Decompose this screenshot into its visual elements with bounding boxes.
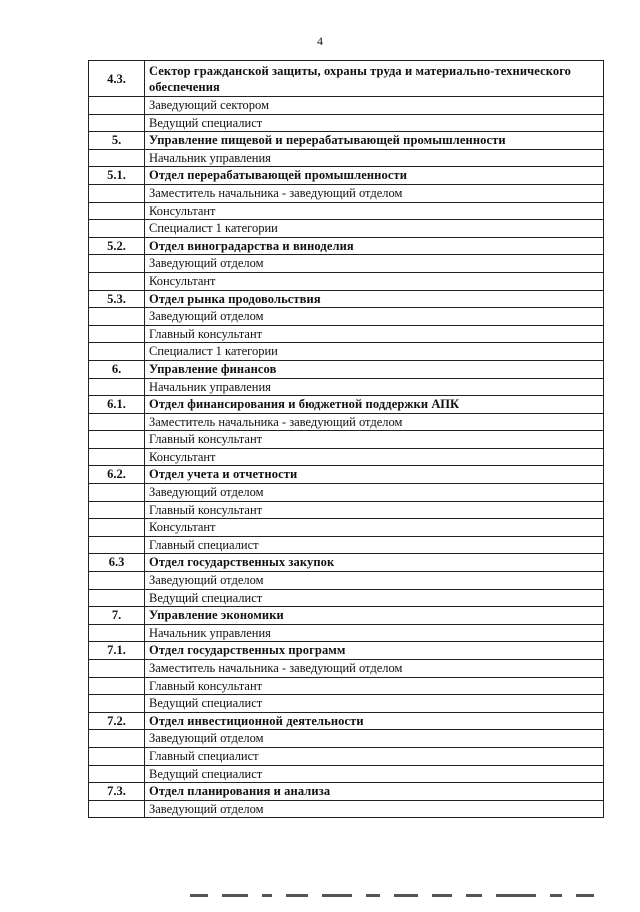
footer-line [190,894,610,898]
table-row [89,220,604,238]
table-row-heading [89,712,604,730]
table-row [89,114,604,132]
position-title: Заместитель начальника - заведующий отделом [145,413,604,431]
position-title: Заместитель начальника - заведующий отделом [145,184,604,202]
row-number [89,448,145,466]
position-title: Начальник управления [145,624,604,642]
position-title: Специалист 1 категории [145,220,604,238]
position-title: Консультант [145,272,604,290]
table-row [89,97,604,115]
row-number [89,220,145,238]
table-row-heading [89,466,604,484]
position-title: Начальник управления [145,378,604,396]
row-number: 6.3 [89,554,145,572]
table-row [89,572,604,590]
staff-table-body [89,61,604,818]
row-number [89,202,145,220]
row-number [89,325,145,343]
table-row-heading [89,642,604,660]
row-number [89,378,145,396]
position-title: Специалист 1 категории [145,343,604,361]
unit-title: Отдел финансирования и бюджетной поддержки АПК [145,396,604,414]
table-row-heading [89,290,604,308]
row-number: 5.1. [89,167,145,185]
row-number [89,589,145,607]
row-number [89,431,145,449]
table-row [89,413,604,431]
row-number [89,343,145,361]
position-title: Главный консультант [145,431,604,449]
row-number: 7.3. [89,783,145,801]
position-title: Главный специалист [145,536,604,554]
table-row [89,677,604,695]
position-title: Начальник управления [145,149,604,167]
unit-title: Отдел перерабатывающей промышленности [145,167,604,185]
position-title: Главный консультант [145,677,604,695]
table-row-heading [89,783,604,801]
position-title: Консультант [145,202,604,220]
page-number: 4 [317,34,323,48]
row-number [89,572,145,590]
row-number [89,747,145,765]
row-number: 6.2. [89,466,145,484]
row-number: 6. [89,360,145,378]
row-number [89,730,145,748]
table-row [89,484,604,502]
position-title: Консультант [145,448,604,466]
row-number: 5.2. [89,237,145,255]
position-title: Заведующий сектором [145,97,604,115]
table-row-heading [89,554,604,572]
table-row [89,255,604,273]
row-number [89,800,145,818]
position-title: Заведующий отделом [145,730,604,748]
table-row-heading [89,360,604,378]
row-number [89,501,145,519]
position-title: Ведущий специалист [145,114,604,132]
row-number: 7.2. [89,712,145,730]
table-row [89,308,604,326]
row-number [89,695,145,713]
position-title: Главный консультант [145,325,604,343]
unit-title: Отдел виноградарства и виноделия [145,237,604,255]
table-row-heading [89,396,604,414]
table-row [89,765,604,783]
table-row [89,184,604,202]
table-row-heading [89,132,604,150]
unit-title: Сектор гражданской защиты, охраны труда и материально-технического обеспечения [145,61,604,97]
table-row [89,431,604,449]
table-row [89,695,604,713]
row-number [89,114,145,132]
row-number [89,97,145,115]
row-number [89,272,145,290]
row-number [89,413,145,431]
row-number [89,484,145,502]
unit-title: Отдел государственных программ [145,642,604,660]
position-title: Ведущий специалист [145,589,604,607]
position-title: Заведующий отделом [145,572,604,590]
table-row [89,536,604,554]
row-number: 7. [89,607,145,625]
position-title: Ведущий специалист [145,765,604,783]
table-row [89,660,604,678]
table-row [89,202,604,220]
row-number [89,184,145,202]
row-number [89,519,145,537]
row-number [89,765,145,783]
staff-table [88,60,604,818]
position-title: Заведующий отделом [145,255,604,273]
row-number: 6.1. [89,396,145,414]
table-row [89,378,604,396]
table-row [89,624,604,642]
table-row [89,501,604,519]
unit-title: Управление пищевой и перерабатывающей промышленности [145,132,604,150]
unit-title: Отдел инвестиционной деятельности [145,712,604,730]
row-number [89,255,145,273]
row-number: 5. [89,132,145,150]
position-title: Главный консультант [145,501,604,519]
position-title: Консультант [145,519,604,537]
row-number [89,660,145,678]
position-title: Заместитель начальника - заведующий отделом [145,660,604,678]
position-title: Заведующий отделом [145,484,604,502]
table-row [89,325,604,343]
row-number: 7.1. [89,642,145,660]
unit-title: Отдел государственных закупок [145,554,604,572]
row-number [89,536,145,554]
table-row [89,343,604,361]
table-row [89,272,604,290]
table-row [89,800,604,818]
table-row [89,589,604,607]
unit-title: Отдел рынка продовольствия [145,290,604,308]
table-row-heading [89,61,604,97]
row-number: 4.3. [89,61,145,97]
row-number [89,677,145,695]
unit-title: Управление финансов [145,360,604,378]
table-row [89,149,604,167]
table-row-heading [89,607,604,625]
position-title: Ведущий специалист [145,695,604,713]
table-row [89,747,604,765]
row-number [89,308,145,326]
position-title: Заведующий отделом [145,800,604,818]
unit-title: Отдел планирования и анализа [145,783,604,801]
table-row-heading [89,237,604,255]
table-row [89,730,604,748]
table-row [89,448,604,466]
position-title: Заведующий отделом [145,308,604,326]
unit-title: Управление экономики [145,607,604,625]
table-row [89,519,604,537]
position-title: Главный специалист [145,747,604,765]
row-number [89,624,145,642]
table-row-heading [89,167,604,185]
unit-title: Отдел учета и отчетности [145,466,604,484]
row-number: 5.3. [89,290,145,308]
row-number [89,149,145,167]
